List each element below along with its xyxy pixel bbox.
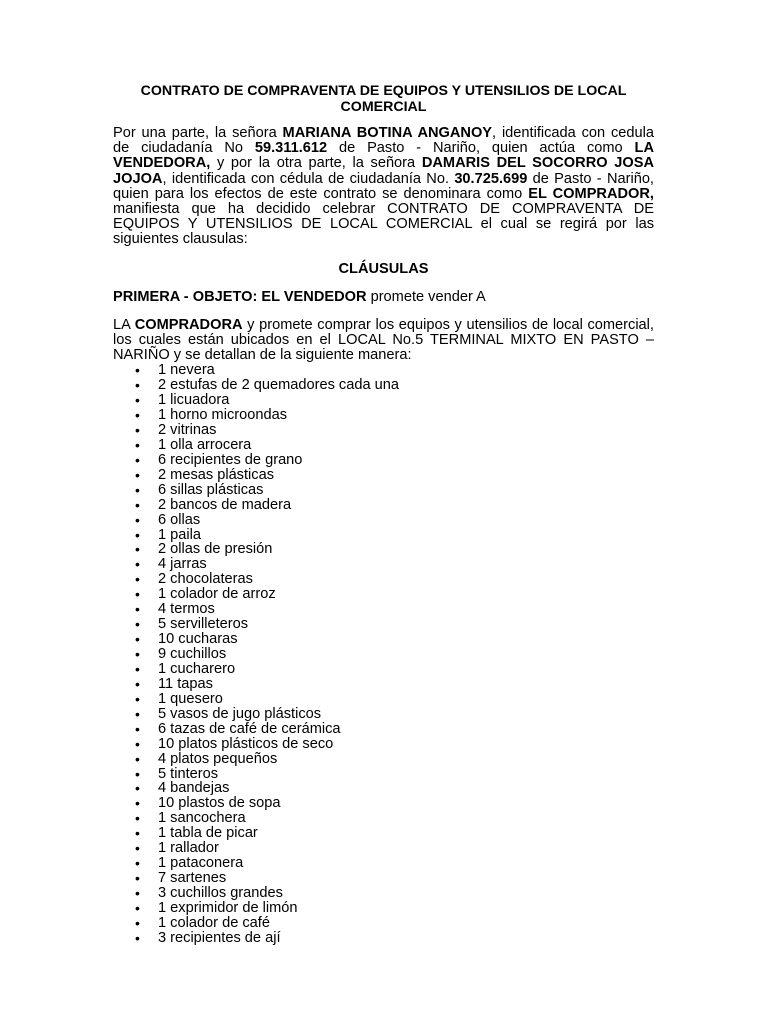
list-item [135,468,654,483]
seller-id: 59.311.612 [254,140,328,157]
bullet-icon: • [135,690,140,707]
bullet-icon: • [135,735,140,752]
list-item [135,871,654,886]
bullet-icon: • [135,571,140,588]
list-item [135,572,654,587]
bullet-icon: • [135,795,140,812]
list-item [135,796,654,811]
intro-paragraph [113,126,654,248]
list-item-text: 1 sancochera [158,810,246,827]
list-item [135,393,654,408]
intro-text-5: , identificada con cédula de ciudadanía No. [162,170,455,187]
bullet-icon: • [135,750,140,767]
list-item-text: 3 cuchillos grandes [158,885,283,902]
list-item-text: 1 pataconera [158,855,244,872]
bullet-icon: • [135,660,140,677]
seller-role: LA VENDEDORA, [113,140,654,172]
bullet-icon: • [135,810,140,827]
bullet-icon: • [135,780,140,797]
bullet-icon: • [135,526,140,543]
list-item [135,826,654,841]
bullet-icon: • [135,899,140,916]
list-item-text: 5 tinteros [158,765,219,782]
list-item-text: 10 plastos de sopa [158,795,281,812]
first-clause-text: promete vender A [366,288,486,305]
bullet-icon: • [135,407,140,424]
buyer-name: DAMARIS DEL SOCORRO JOSA JOJOA [113,155,654,187]
bullet-icon: • [135,436,140,453]
intro-text-7: manifiesta que ha decidido celebrar CONTRATO DE COMPRAVENTA DE EQUIPOS Y UTENSILIOS DE LOCAL COMERCIAL el cual se regirá por las siguientes clausulas: [113,201,654,248]
list-item-text: 6 tazas de café de cerámica [158,720,341,737]
list-item [135,602,654,617]
list-item-text: 1 exprimidor de limón [158,899,298,916]
list-item-text: 1 colador de arroz [158,586,276,603]
bullet-icon: • [135,586,140,603]
list-item-text: 1 horno microondas [158,407,287,424]
bullet-icon: • [135,885,140,902]
bullet-icon: • [135,705,140,722]
list-item-text: 6 sillas plásticas [158,481,264,498]
list-item-text: 9 cuchillos [158,646,227,663]
bullet-icon: • [135,929,140,946]
list-item-text: 10 cucharas [158,631,238,648]
list-item [135,378,654,393]
object-text-3: , los cuales están ubicados en el LOCAL No.5 TERMINAL MIXTO EN PASTO – NARIÑO y se detallan de la siguiente manera: [113,316,654,364]
list-item-text: 10 platos plásticos de seco [158,735,334,752]
list-item-text: 2 chocolateras [158,571,253,588]
list-item-text: 4 termos [158,601,215,618]
intro-text-2: , identificada con cedula de ciudadanía No [113,125,654,157]
list-item [135,587,654,602]
list-item-text: 2 estufas de 2 quemadores cada una [158,377,399,394]
bullet-icon: • [135,646,140,663]
bullet-icon: • [135,481,140,498]
bullet-icon: • [135,616,140,633]
list-item [135,856,654,871]
seller-name: MARIANA BOTINA ANGANOY [282,125,493,141]
list-item [135,841,654,856]
intro-text-3: de Pasto - Nariño, quien actúa como [327,140,635,157]
intro-text-6: de Pasto - Nariño, quien para los efectos de este contrato se denominara como [113,170,654,202]
clauses-heading: CLÁUSULAS [338,260,429,277]
list-item-text: 1 paila [158,526,202,543]
bullet-icon: • [135,601,140,618]
intro-text-4: y por la otra parte, la señora [210,155,422,172]
list-item [135,617,654,632]
bullet-icon: • [135,362,140,379]
list-item [135,722,654,737]
list-item-text: 1 rallador [158,840,219,857]
list-item [135,498,654,513]
bullet-icon: • [135,392,140,409]
list-item [135,811,654,826]
bullet-icon: • [135,556,140,573]
list-item-text: 6 recipientes de grano [158,451,303,468]
list-item-text: 2 mesas plásticas [158,466,274,483]
list-item-text: 1 tabla de picar [158,825,258,842]
list-item [135,528,654,543]
list-item-text: 1 colador de café [158,914,270,931]
list-item-text: 6 ollas [158,511,201,528]
document-title: CONTRATO DE COMPRAVENTA DE EQUIPOS Y UTENSILIOS DE LOCAL COMERCIAL [140,83,627,115]
list-item-text: 1 cucharero [158,660,236,677]
list-item [135,916,654,931]
list-item [135,423,654,438]
list-item-text: 2 bancos de madera [158,496,292,513]
bullet-icon: • [135,511,140,528]
bullet-icon: • [135,466,140,483]
list-item [135,438,654,453]
list-item [135,632,654,647]
bullet-icon: • [135,765,140,782]
list-item-text: 1 licuadora [158,392,230,409]
list-item [135,707,654,722]
bullet-icon: • [135,675,140,692]
list-item [135,886,654,901]
list-item-text: 2 ollas de presión [158,541,273,558]
list-item [135,677,654,692]
object-text-1: LA [113,316,135,333]
bullet-icon: • [135,720,140,737]
bullet-icon: • [135,840,140,857]
list-item [135,363,654,378]
list-item [135,662,654,677]
list-item-text: 5 vasos de jugo plásticos [158,705,322,722]
first-clause-label: PRIMERA - OBJETO: EL VENDEDOR [113,288,367,305]
list-item [135,483,654,498]
contract-page [113,84,654,946]
list-item [135,542,654,557]
list-item-text: 11 tapas [158,675,213,692]
list-item [135,408,654,423]
list-item [135,752,654,767]
list-item-text: 2 vitrinas [158,421,217,438]
list-item-text: 1 nevera [158,362,215,379]
intro-text-1: Por una parte, la señora [113,125,283,141]
buyer-role: EL COMPRADOR, [528,185,654,202]
list-item [135,557,654,572]
object-text-2: y promete comprar los equipos y utensilios de local comercial [242,316,650,333]
first-clause [113,290,654,305]
bullet-icon: • [135,870,140,887]
list-item [135,692,654,707]
bullet-icon: • [135,914,140,931]
list-item [135,781,654,796]
list-item-text: 1 olla arrocera [158,436,252,453]
buyer-id: 30.725.699 [454,170,528,187]
bullet-icon: • [135,451,140,468]
list-item-text: 4 jarras [158,556,207,573]
list-item [135,931,654,946]
bullet-icon: • [135,541,140,558]
list-item [135,647,654,662]
list-item-text: 3 recipientes de ají [158,929,281,946]
object-paragraph [113,318,654,364]
bullet-icon: • [135,855,140,872]
list-item-text: 5 servilleteros [158,616,249,633]
list-item-text: 4 platos pequeños [158,750,278,767]
list-item-text: 7 sartenes [158,870,227,887]
bullet-icon: • [135,631,140,648]
bullet-icon: • [135,421,140,438]
list-item-text: 1 quesero [158,690,223,707]
list-item [135,737,654,752]
object-buyer-role: COMPRADORA [134,316,243,333]
list-item [135,901,654,916]
list-item [135,767,654,782]
bullet-icon: • [135,377,140,394]
bullet-icon: • [135,496,140,513]
list-item-text: 4 bandejas [158,780,230,797]
bullet-icon: • [135,825,140,842]
equipment-list [113,363,654,946]
list-item [135,513,654,528]
list-item [135,453,654,468]
